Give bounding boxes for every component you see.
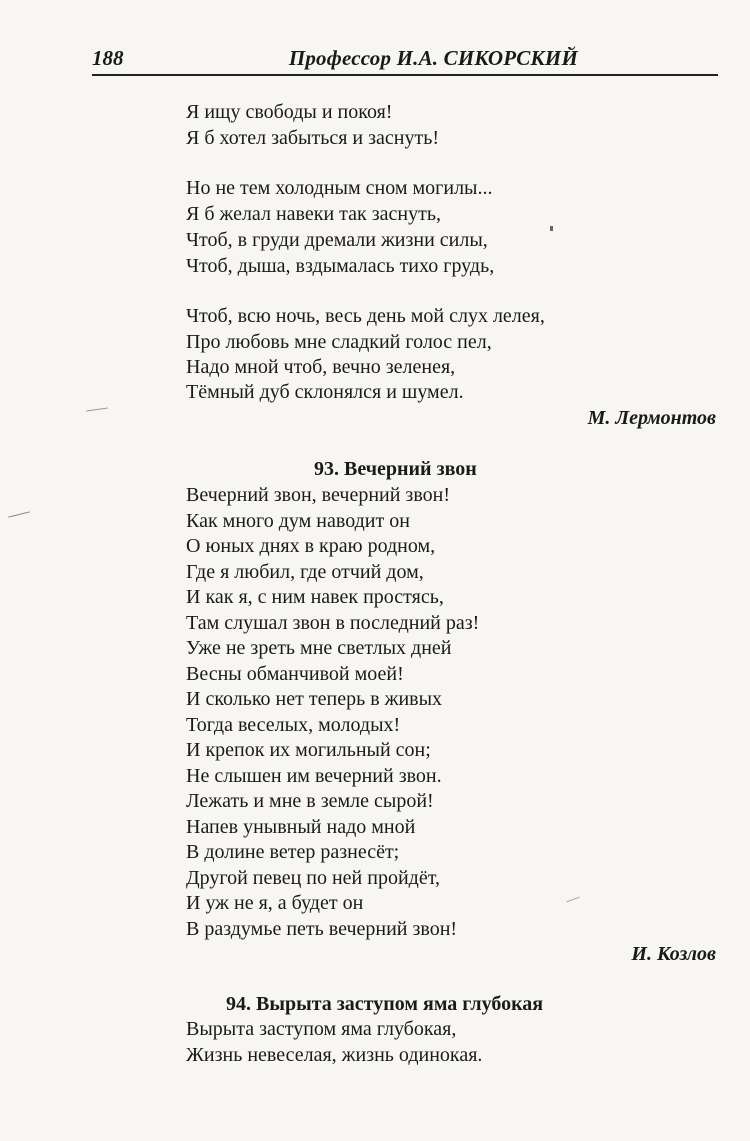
poem-line: Тёмный дуб склонялся и шумел.: [186, 381, 464, 403]
page-header: [92, 46, 718, 76]
poem-line: Не слышен им вечерний звон.: [186, 765, 442, 787]
poem-title: 94. Вырыта заступом яма глубокая: [226, 993, 544, 1015]
poem-line: Уже не зреть мне светлых дней: [186, 637, 452, 659]
poem-line: Я б желал навеки так заснуть,: [186, 203, 441, 225]
scan-speck: [550, 226, 553, 231]
poem-line: Но не тем холодным сном могилы...: [186, 177, 493, 199]
poem-line: И как я, с ним навек простясь,: [186, 586, 444, 608]
poem-line: Где я любил, где отчий дом,: [186, 561, 424, 583]
scan-speck: [86, 407, 108, 411]
header-rule: [92, 74, 718, 76]
poem-author: М. Лермонтов: [587, 407, 716, 429]
poem-line: Я ищу свободы и покоя!: [186, 101, 393, 123]
poem-line: В раздумье петь вечерний звон!: [186, 918, 458, 940]
poem-author: И. Козлов: [631, 943, 716, 965]
poem-line: В долине ветер разнесёт;: [186, 841, 400, 863]
scan-speck: [566, 897, 579, 903]
poem-title: 93. Вечерний звон: [314, 458, 477, 480]
poem-line: Надо мной чтоб, вечно зеленея,: [186, 356, 456, 378]
scan-speck: [8, 511, 30, 517]
poem-line: Как много дум наводит он: [186, 510, 410, 532]
poem-line: Лежать и мне в земле сырой!: [186, 790, 434, 812]
poem-line: Другой певец по ней пройдёт,: [186, 867, 440, 889]
poem-line: И уж не я, а будет он: [186, 892, 364, 914]
poem-line: Я б хотел забыться и заснуть!: [186, 127, 439, 149]
poem-line: Про любовь мне сладкий голос пел,: [186, 331, 492, 353]
poem-line: Чтоб, всю ночь, весь день мой слух лелея,: [186, 305, 545, 327]
running-title: Профессор И.А. СИКОРСКИЙ: [288, 46, 578, 70]
poem-line: Вечерний звон, вечерний звон!: [186, 484, 450, 506]
poem-line: Напев унывный надо мной: [186, 816, 416, 838]
poem-line: Чтоб, в груди дремали жизни силы,: [186, 229, 488, 251]
poem-line: Вырыта заступом яма глубокая,: [186, 1018, 457, 1040]
poem-line: Тогда веселых, молодых!: [186, 714, 401, 736]
poem-line: И сколько нет теперь в живых: [186, 688, 443, 710]
poem-line: Там слушал звон в последний раз!: [186, 612, 480, 634]
poem-line: Чтоб, дыша, вздымалась тихо грудь,: [186, 255, 495, 277]
poem-line: Жизнь невеселая, жизнь одинокая.: [186, 1044, 483, 1066]
poem-line: Весны обманчивой моей!: [186, 663, 404, 685]
page-number: 188: [92, 46, 124, 70]
poem-line: О юных днях в краю родном,: [186, 535, 436, 557]
poem-line: И крепок их могильный сон;: [186, 739, 431, 761]
